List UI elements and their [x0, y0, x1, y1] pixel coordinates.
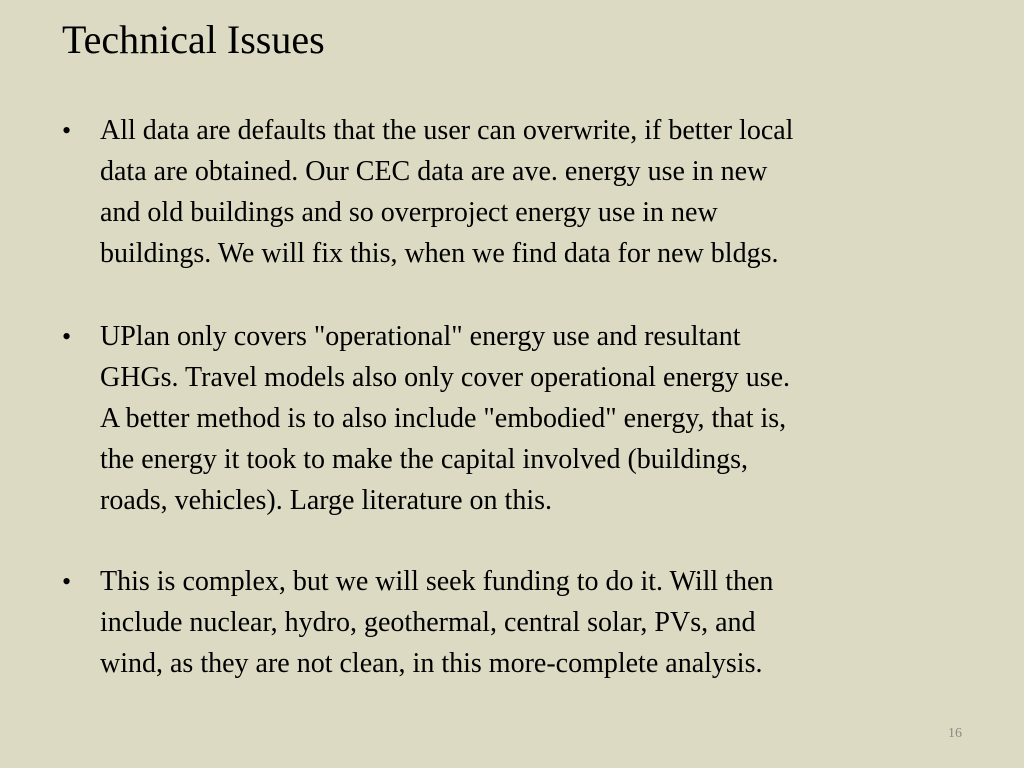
text-line: wind, as they are not clean, in this more-complete analysis. — [100, 648, 763, 679]
bullet-text — [100, 110, 962, 274]
bullet-text — [100, 316, 962, 521]
bullet-icon: • — [62, 322, 72, 351]
bullet-icon: • — [62, 567, 72, 596]
page-number: 16 — [948, 726, 962, 741]
text-line: GHGs. Travel models also only cover operational energy use. — [100, 362, 791, 393]
bullet-list — [62, 110, 962, 726]
text-line: All data are defaults that the user can overwrite, if better local — [100, 115, 794, 146]
bullet-icon: • — [62, 116, 72, 145]
bullet-item — [62, 110, 962, 274]
text-line: UPlan only covers "operational" energy use and resultant — [100, 321, 741, 352]
bullet-item — [62, 316, 962, 521]
bullet-item — [62, 561, 962, 684]
bullet-text — [100, 561, 962, 684]
text-line: A better method is to also include "embodied" energy, that is, — [100, 403, 787, 434]
text-line: and old buildings and so overproject energy use in new — [100, 197, 718, 228]
text-line: include nuclear, hydro, geothermal, central solar, PVs, and — [100, 607, 756, 638]
text-line: buildings. We will fix this, when we find data for new bldgs. — [100, 238, 779, 269]
text-line: data are obtained. Our CEC data are ave. energy use in new — [100, 156, 768, 187]
text-line: the energy it took to make the capital involved (buildings, — [100, 444, 749, 475]
text-line: This is complex, but we will seek funding to do it. Will then — [100, 566, 774, 597]
slide-title: Technical Issues — [62, 17, 325, 62]
text-line: roads, vehicles). Large literature on this. — [100, 485, 552, 516]
